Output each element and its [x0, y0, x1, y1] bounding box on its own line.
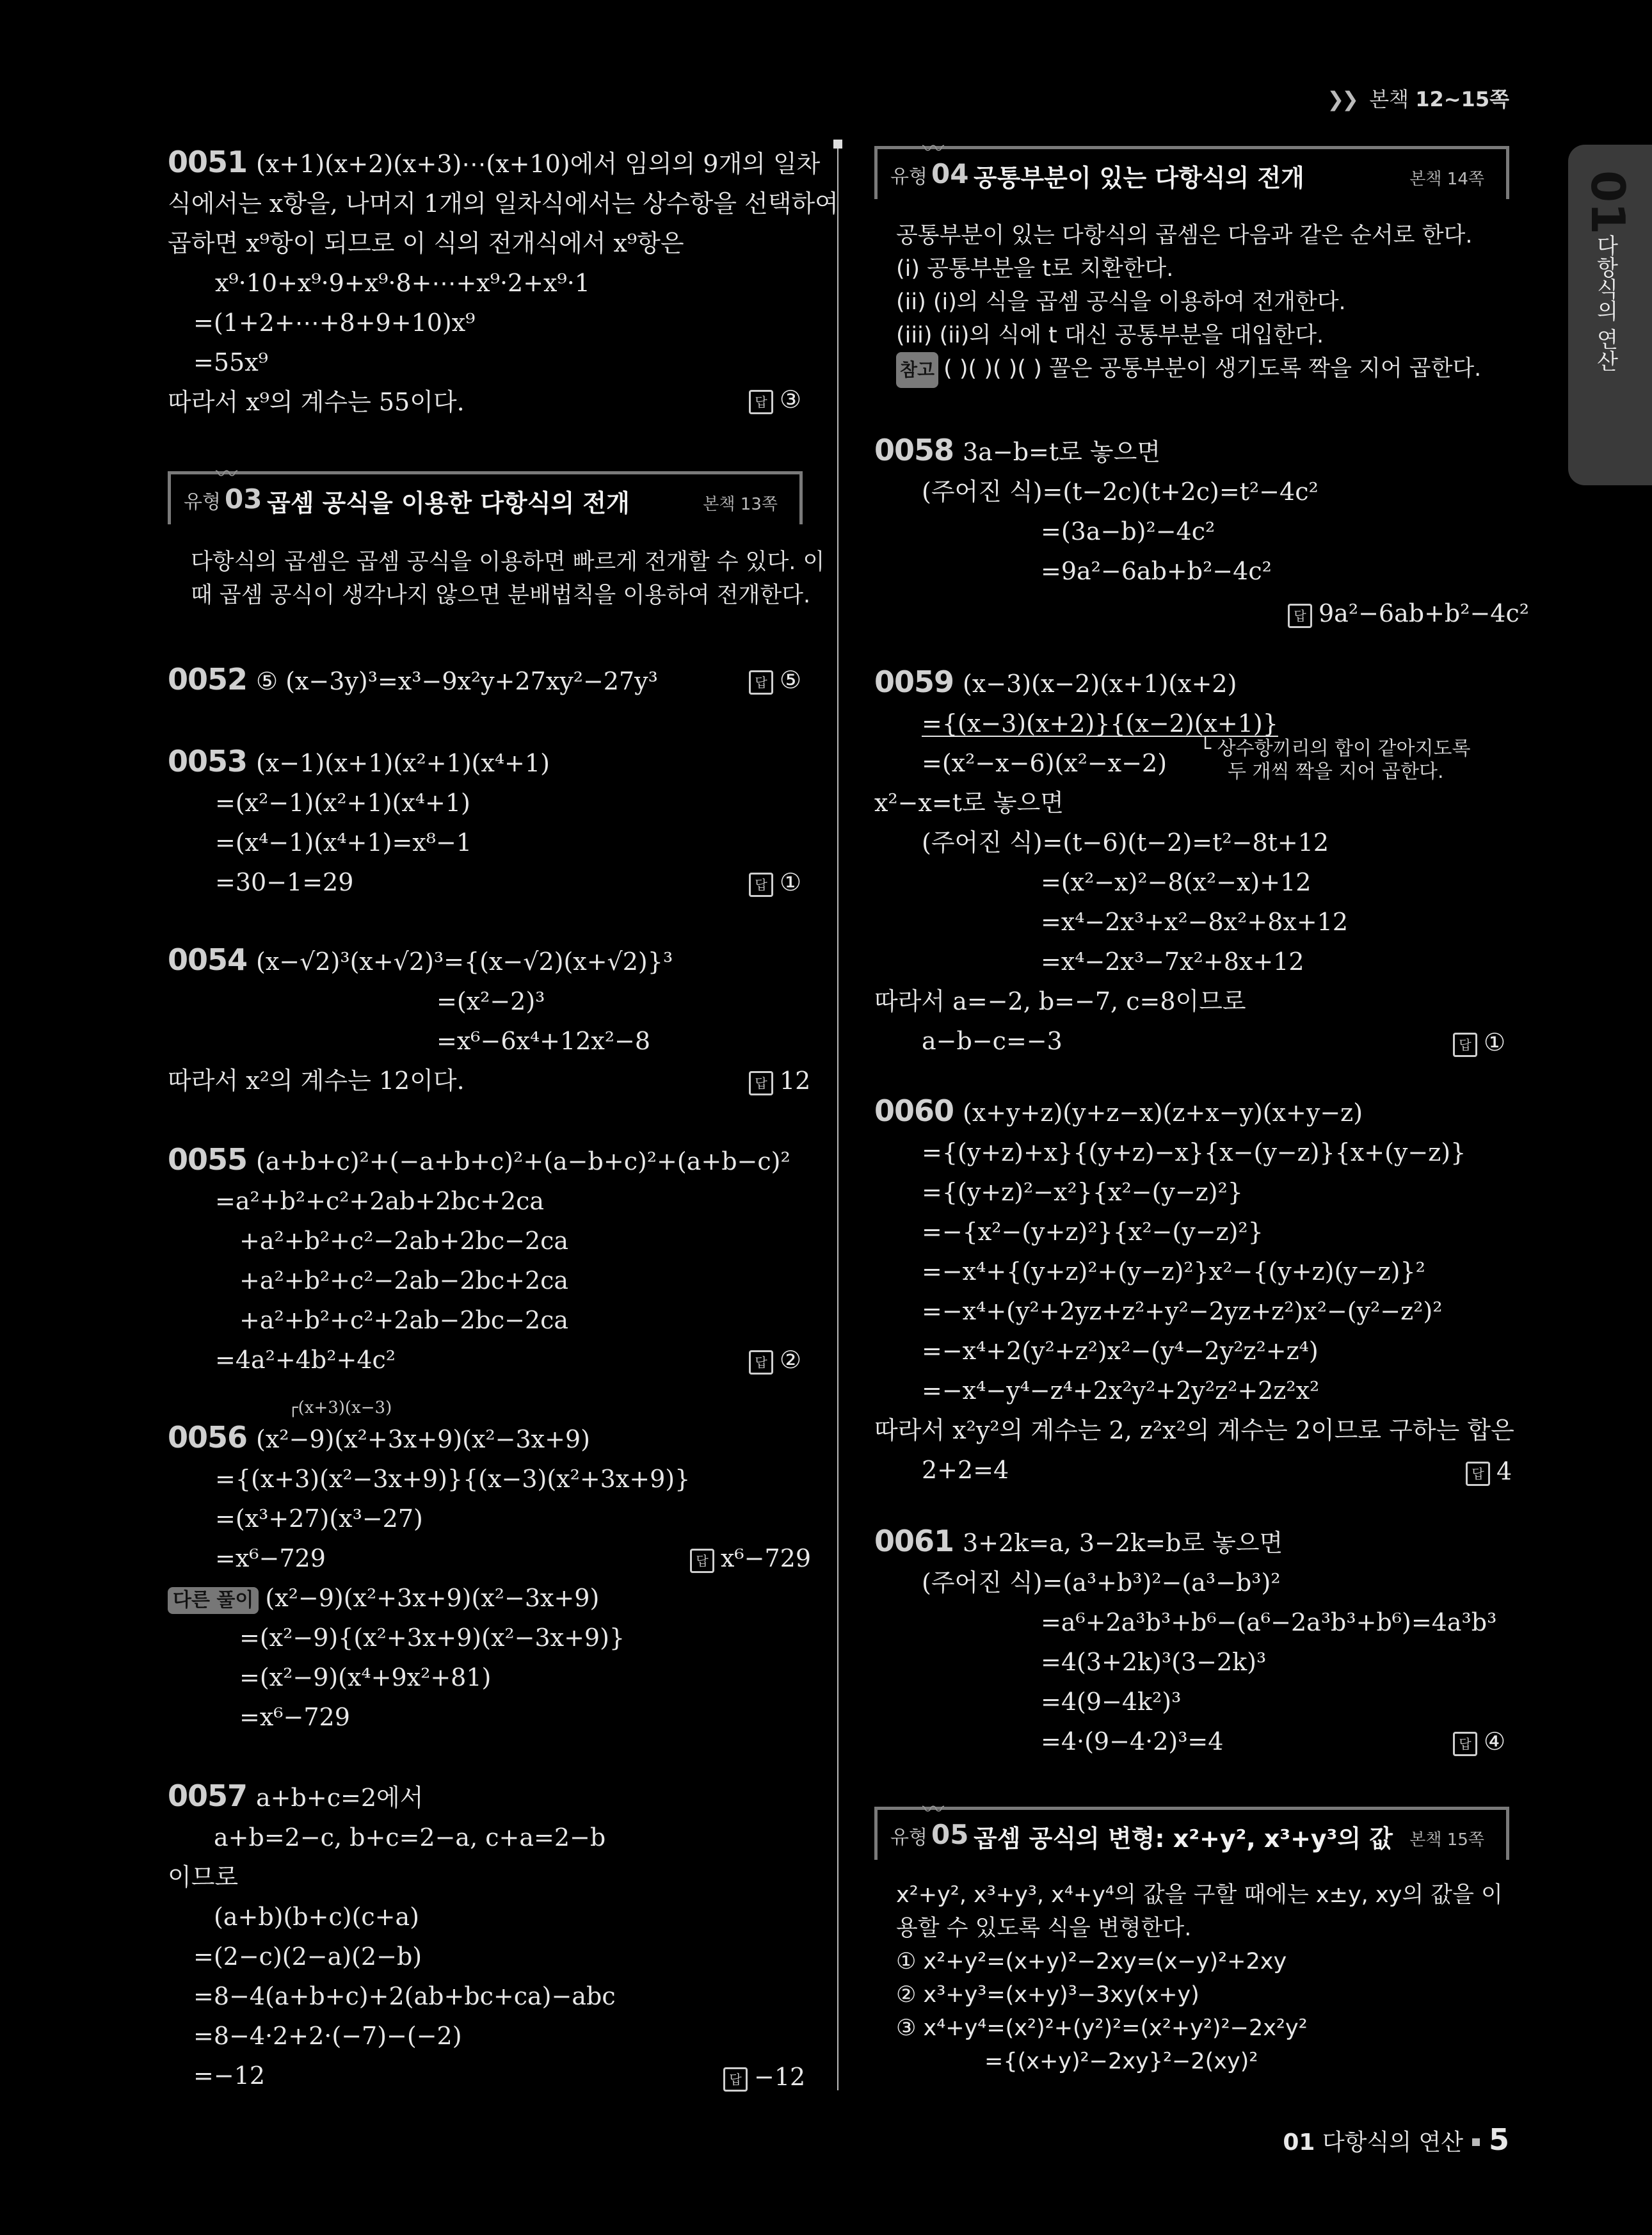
answer-icon: 답	[749, 1071, 773, 1095]
solution-line: 2+2=4	[922, 1456, 1009, 1484]
solution-line: (x²−9)(x²+3x+9)(x²−3x+9)	[265, 1584, 600, 1612]
solution-line: +a²+b²+c²−2ab+2bc−2ca	[239, 1227, 569, 1255]
type-box-05	[874, 1797, 1509, 1860]
zigzag-icon: 〰	[216, 462, 237, 487]
problem-0056	[168, 1417, 690, 1737]
factor-note: ┌(x+3)(x−3)	[288, 1398, 392, 1417]
solution-line: ⑤ (x−3y)³=x³−9x²y+27xy²−27y³	[256, 667, 658, 695]
tip-line: ② x³+y³=(x+y)³−3xy(x+y)	[896, 1982, 1199, 2008]
solution-line: (x²−9)(x²+3x+9)(x²−3x+9)	[256, 1425, 590, 1453]
problem-0051	[168, 142, 838, 422]
problem-number: 0059	[874, 665, 954, 699]
solution-line: (x−√2)³(x+√2)³={(x−√2)(x+√2)}³	[256, 948, 673, 976]
tip-line: (ii) (i)의 식을 곱셈 공식을 이용하여 전개한다.	[896, 289, 1346, 315]
chapter-tab-title: 다항식의 연산	[1592, 234, 1618, 372]
solution-line: =(2−c)(2−a)(2−b)	[193, 1942, 422, 1971]
answer-value: ⑤	[780, 666, 802, 694]
solution-line: =−{x²−(y+z)²}{x²−(y−z)²}	[922, 1218, 1263, 1246]
page-number: 5	[1488, 2122, 1509, 2157]
page-footer	[1283, 2122, 1509, 2157]
answer-0058	[1288, 599, 1529, 628]
answer-0051	[749, 385, 801, 414]
solution-line: ={(y+z)+x}{(y+z)−x}{x−(y−z)}{x+(y−z)}	[922, 1138, 1466, 1166]
solution-line: =(x³+27)(x³−27)	[215, 1505, 423, 1533]
answer-icon: 답	[749, 670, 773, 695]
solution-line: =a²+b²+c²+2ab+2bc+2ca	[215, 1187, 545, 1215]
solution-line: 따라서 x⁹의 계수는 55이다.	[168, 388, 465, 416]
solution-line: =(x²−x−6)(x²−x−2)	[922, 749, 1167, 777]
problem-0058	[874, 430, 1319, 591]
solution-line: =8−4·2+2·(−7)−(−2)	[193, 2022, 462, 2050]
solution-line: =−x⁴+2(y²+z²)x²−(y⁴−2y²z²+z⁴)	[922, 1337, 1319, 1365]
problem-number: 0054	[168, 942, 248, 977]
tip-line: ( )( )( )( ) 꼴은 공통부분이 생기도록 짝을 지어 곱한다.	[943, 356, 1482, 382]
problem-0054	[168, 940, 673, 1101]
solution-line: =x⁴−2x³−7x²+8x+12	[1041, 948, 1304, 976]
answer-0053	[749, 868, 801, 897]
solution-line: ={(x+3)(x²−3x+9)}{(x−3)(x²+3x+9)}	[215, 1465, 691, 1493]
solution-line: a+b=2−c, b+c=2−a, c+a=2−b	[214, 1823, 606, 1852]
answer-0052	[749, 666, 801, 695]
solution-line: ={(y+z)²−x²}{x²−(y−z)²}	[922, 1178, 1243, 1206]
tip-line: ③ x⁴+y⁴=(x²)²+(y²)²=(x²+y²)²−2x²y²	[896, 2015, 1308, 2041]
header-page-ref	[1327, 83, 1509, 113]
problem-0059	[874, 662, 1348, 1061]
solution-line: =4(9−4k²)³	[1041, 1688, 1182, 1716]
type-ref: 본책 14쪽	[1409, 170, 1484, 189]
solution-line: =x⁶−6x⁴+12x²−8	[437, 1027, 651, 1055]
header-ref-pages: 12~15쪽	[1415, 87, 1509, 111]
problem-0060	[874, 1091, 1514, 1490]
problem-number: 0051	[168, 145, 248, 179]
solution-line: 곱하면 x⁹항이 되므로 이 식의 전개식에서 x⁹항은	[168, 229, 684, 257]
solution-line: (주어진 식)=(t−2c)(t+2c)=t²−4c²	[922, 478, 1319, 506]
solution-line: =(1+2+⋯+8+9+10)x⁹	[193, 309, 476, 337]
answer-value: ③	[780, 385, 802, 414]
solution-line: (x+y+z)(y+z−x)(z+x−y)(x+y−z)	[963, 1099, 1363, 1127]
solution-line: x²−x=t로 놓으면	[874, 789, 1064, 817]
problem-0053	[168, 741, 550, 902]
type-ref: 본책 15쪽	[1409, 1830, 1484, 1850]
solution-line: 이므로	[168, 1863, 239, 1891]
answer-icon: 답	[749, 873, 773, 897]
answer-icon: 답	[749, 390, 773, 414]
header-ref-prefix: 본책	[1369, 87, 1409, 111]
solution-line: =(3a−b)²−4c²	[1041, 517, 1215, 545]
solution-line: 식에서는 x항을, 나머지 1개의 일차식에서는 상수항을 선택하여	[168, 190, 838, 218]
problem-0055	[168, 1140, 790, 1380]
zigzag-icon: 〰	[922, 136, 944, 162]
tip-line: (iii) (ii)의 식에 t 대신 공통부분을 대입한다.	[896, 323, 1324, 348]
solution-line: +a²+b²+c²−2ab−2bc+2ca	[239, 1266, 569, 1295]
answer-0060	[1466, 1457, 1512, 1486]
solution-line: =55x⁹	[193, 348, 268, 376]
solution-line: 3a−b=t로 놓으면	[963, 438, 1161, 466]
problem-number: 0053	[168, 744, 248, 779]
answer-value: 12	[780, 1067, 811, 1095]
solution-line: a+b+c=2에서	[256, 1784, 424, 1812]
solution-line: =−12	[193, 2062, 266, 2090]
type-title: 공통부분이 있는 다항식의 전개	[974, 164, 1304, 192]
solution-line: =30−1=29	[215, 868, 354, 896]
answer-value: 4	[1496, 1457, 1512, 1485]
solution-line: =(x²−9){(x²+3x+9)(x²−3x+9)}	[239, 1624, 625, 1652]
solution-line: =x⁴−2x³+x²−8x²+8x+12	[1041, 908, 1349, 936]
answer-icon: 답	[749, 1350, 773, 1375]
problem-number: 0057	[168, 1779, 248, 1813]
tip-line: ① x²+y²=(x+y)²−2xy=(x−y)²+2xy	[896, 1949, 1287, 1974]
answer-value: ①	[780, 868, 802, 896]
answer-0061	[1453, 1727, 1505, 1756]
solution-line: (x−1)(x+1)(x²+1)(x⁴+1)	[256, 749, 550, 777]
answer-value: 9a²−6ab+b²−4c²	[1319, 599, 1529, 627]
solution-line: 따라서 a=−2, b=−7, c=8이므로	[874, 987, 1246, 1015]
problem-number: 0058	[874, 433, 954, 467]
answer-icon: 답	[1288, 604, 1312, 628]
answer-icon: 답	[1453, 1732, 1477, 1756]
answer-0057	[723, 2063, 805, 2092]
solution-line: =(x²−9)(x⁴+9x²+81)	[239, 1663, 492, 1691]
type-title: 곱셈 공식의 변형: x²+y², x³+y³의 값	[974, 1825, 1393, 1853]
zigzag-icon: 〰	[922, 1797, 944, 1823]
tip-line: ={(x+y)²−2xy}²−2(xy)²	[984, 2049, 1258, 2074]
reference-badge: 참고	[896, 352, 938, 388]
double-chevron-icon: ❯❯	[1327, 87, 1357, 111]
solution-line: (a+b)(b+c)(c+a)	[214, 1903, 419, 1931]
tip-line: 다항식의 곱셈은 곱셈 공식을 이용하면 빠르게 전개할 수 있다. 이	[191, 549, 825, 575]
footer-chapter-title: 다항식의 연산	[1322, 2129, 1463, 2156]
solution-line: =x⁶−729	[215, 1544, 326, 1572]
problem-0057	[168, 1776, 616, 2095]
solution-line: (x+1)(x+2)(x+3)⋯(x+10)에서 임의의 9개의 일차	[256, 150, 821, 178]
type-03-tip	[191, 545, 824, 612]
tip-line: 때 곱셈 공식이 생각나지 않으면 분배법칙을 이용하여 전개한다.	[191, 583, 811, 608]
type-05-tip	[896, 1878, 1503, 2078]
pairing-note: └ 상수항끼리의 합이 같아지도록 두 개씩 짝을 지어 곱한다.	[1199, 738, 1471, 783]
answer-value: ④	[1484, 1727, 1506, 1755]
chapter-tab-number: 01	[1581, 170, 1635, 235]
answer-value: ①	[1484, 1028, 1506, 1056]
tip-line: 용할 수 있도록 식을 변형한다.	[896, 1916, 1192, 1941]
answer-value: ②	[780, 1346, 802, 1374]
problem-number: 0055	[168, 1142, 248, 1177]
solution-line: =−x⁴−y⁴−z⁴+2x²y²+2y²z²+2z²x²	[922, 1376, 1320, 1405]
solution-line: =9a²−6ab+b²−4c²	[1041, 557, 1272, 585]
answer-0054	[749, 1067, 810, 1095]
type-label: 유형 05	[890, 1819, 969, 1850]
type-ref: 본책 13쪽	[703, 495, 778, 514]
type-box-03	[168, 462, 803, 524]
alt-solution-badge: 다른 풀이	[168, 1587, 259, 1614]
type-label: 유형 03	[184, 483, 262, 515]
solution-line: =(x²−1)(x²+1)(x⁴+1)	[215, 789, 470, 817]
answer-icon: 답	[690, 1549, 714, 1573]
solution-line: x⁹·10+x⁹·9+x⁹·8+⋯+x⁹·2+x⁹·1	[215, 269, 590, 297]
column-divider	[837, 141, 838, 2090]
solution-line: =(x²−x)²−8(x²−x)+12	[1041, 868, 1311, 896]
footer-chapter-number: 01	[1283, 2129, 1315, 2156]
type-04-tip	[896, 219, 1481, 388]
chapter-side-tab	[1568, 145, 1652, 485]
tip-line: 공통부분이 있는 다항식의 곱셈은 다음과 같은 순서로 한다.	[896, 223, 1473, 248]
solution-line: =(x²−2)³	[437, 987, 545, 1015]
answer-icon: 답	[723, 2067, 748, 2092]
solution-line: (x−3)(x−2)(x+1)(x+2)	[963, 670, 1237, 698]
type-box-04	[874, 136, 1509, 199]
solution-line: =x⁶−729	[239, 1703, 350, 1731]
answer-value: x⁶−729	[721, 1544, 812, 1572]
solution-line: (주어진 식)=(a³+b³)²−(a³−b³)²	[922, 1569, 1281, 1597]
solution-line: ={(x−3)(x+2)}{(x−2)(x+1)}	[922, 709, 1278, 738]
solution-line: a−b−c=−3	[922, 1027, 1063, 1055]
answer-0056	[690, 1544, 811, 1573]
solution-line: +a²+b²+c²+2ab−2bc−2ca	[239, 1306, 569, 1334]
solution-line: =−x⁴+{(y+z)²+(y−z)²}x²−{(y+z)(y−z)}²	[922, 1257, 1425, 1286]
problem-number: 0056	[168, 1420, 248, 1455]
answer-icon: 답	[1453, 1033, 1477, 1057]
solution-line: (주어진 식)=(t−6)(t−2)=t²−8t+12	[922, 828, 1329, 857]
answer-icon: 답	[1466, 1462, 1490, 1486]
solution-line: =−x⁴+(y²+2yz+z²+y²−2yz+z²)x²−(y²−z²)²	[922, 1297, 1443, 1325]
problem-number: 0052	[168, 662, 248, 697]
problem-0052	[168, 659, 658, 701]
type-label: 유형 04	[890, 158, 969, 190]
solution-line: 따라서 x²y²의 계수는 2, z²x²의 계수는 2이므로 구하는 합은	[874, 1416, 1514, 1444]
answer-0059	[1453, 1028, 1505, 1057]
square-icon	[1472, 2138, 1480, 2146]
solution-line: =8−4(a+b+c)+2(ab+bc+ca)−abc	[193, 1982, 616, 2010]
solution-line: 3+2k=a, 3−2k=b로 놓으면	[963, 1529, 1283, 1557]
problem-number: 0061	[874, 1524, 954, 1558]
solution-line: =a⁶+2a³b³+b⁶−(a⁶−2a³b³+b⁶)=4a³b³	[1041, 1608, 1497, 1636]
type-title: 곱셈 공식을 이용한 다항식의 전개	[267, 489, 630, 517]
solution-line: 따라서 x²의 계수는 12이다.	[168, 1067, 465, 1095]
solution-line: =4(3+2k)³(3−2k)³	[1041, 1648, 1267, 1676]
answer-value: −12	[754, 2063, 806, 2091]
problem-0061	[874, 1521, 1496, 1761]
problem-number: 0060	[874, 1093, 954, 1128]
solution-line: (a+b+c)²+(−a+b+c)²+(a−b+c)²+(a+b−c)²	[256, 1147, 790, 1175]
solution-line: =4·(9−4·2)³=4	[1041, 1727, 1224, 1755]
tip-line: x²+y², x³+y³, x⁴+y⁴의 값을 구할 때에는 x±y, xy의 값을 이	[896, 1882, 1503, 1908]
tip-line: (i) 공통부분을 t로 치환한다.	[896, 256, 1174, 282]
solution-line: =(x⁴−1)(x⁴+1)=x⁸−1	[215, 828, 472, 857]
solution-line: =4a²+4b²+4c²	[215, 1346, 396, 1374]
answer-0055	[749, 1346, 801, 1375]
